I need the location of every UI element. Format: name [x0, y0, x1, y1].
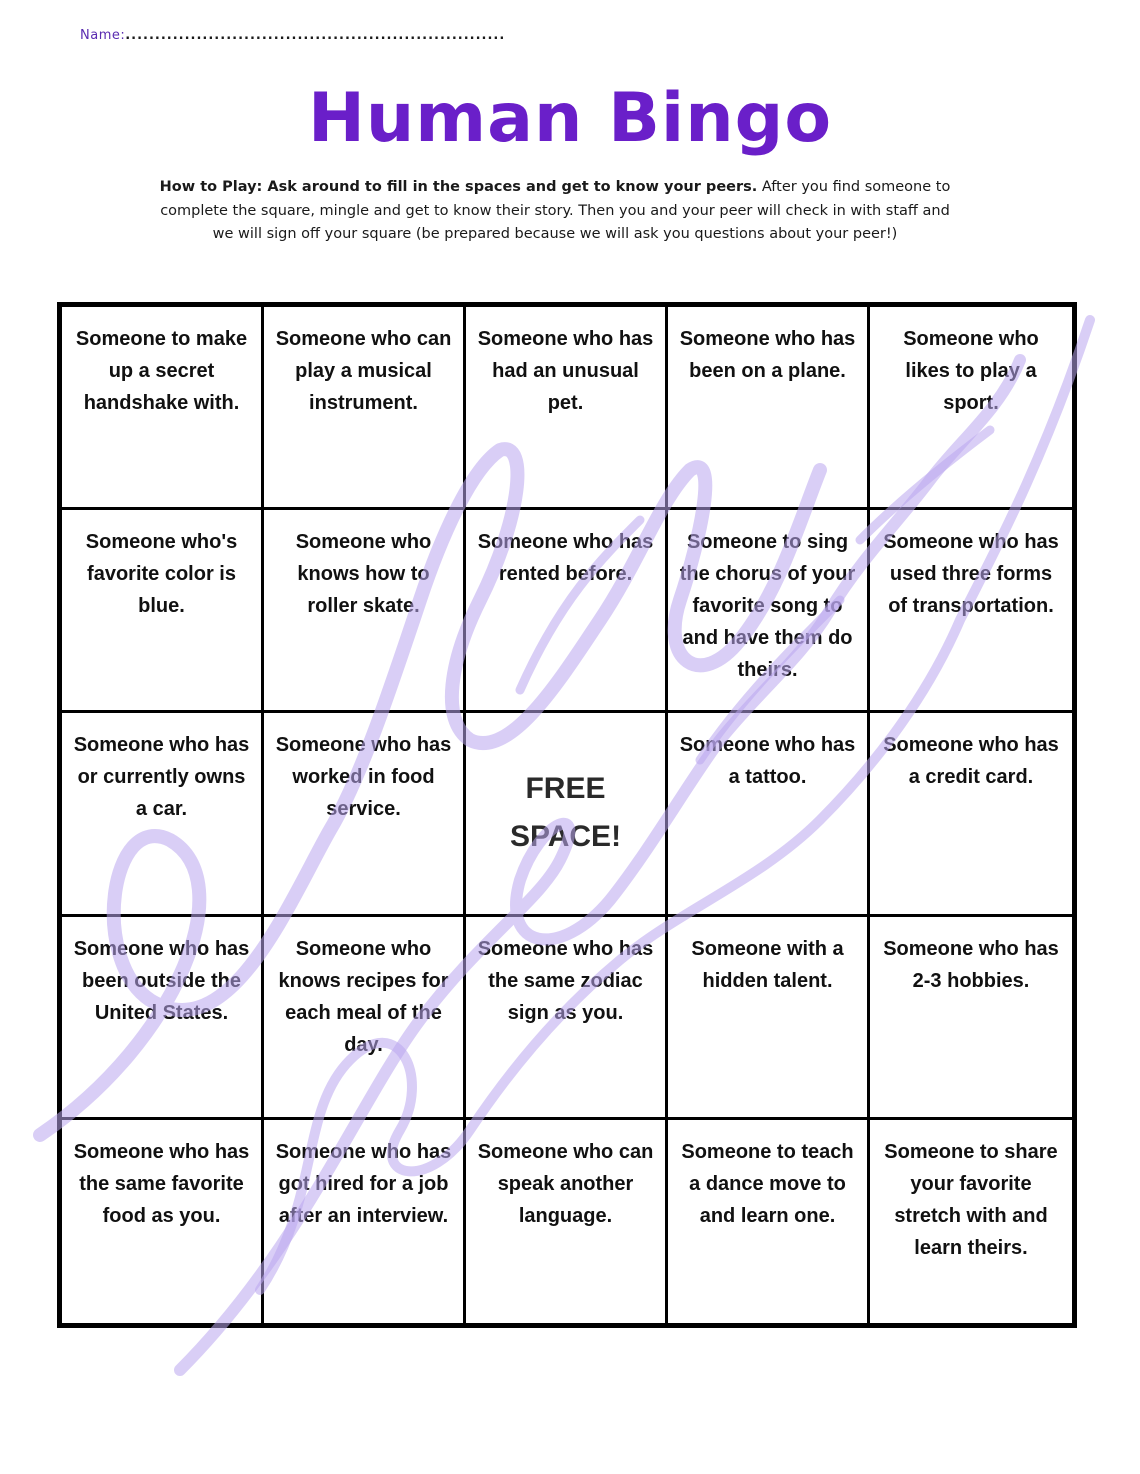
bingo-square[interactable]: Someone who has got hired for a job after an interview.	[264, 1120, 466, 1323]
how-to-play-instructions	[150, 176, 960, 247]
instructions-body: After you find someone to complete the square, mingle and get to know their story. Then you and your peer will check in with staff and we will sign off your square (be prepared because we will ask you questions about your peer!)	[160, 179, 951, 242]
bingo-square[interactable]: Someone who has the same favorite food as you.	[62, 1120, 264, 1323]
bingo-square[interactable]: Someone who has 2-3 hobbies.	[870, 917, 1072, 1120]
bingo-square[interactable]: Someone to sing the chorus of your favorite song to and have them do theirs.	[668, 510, 870, 713]
bingo-square[interactable]: Someone who has a credit card.	[870, 713, 1072, 916]
bingo-square[interactable]: Someone who likes to play a sport.	[870, 307, 1072, 510]
name-label: Name:	[80, 28, 126, 43]
bingo-square[interactable]: Someone who has been on a plane.	[668, 307, 870, 510]
bingo-square[interactable]: Someone to teach a dance move to and learn one.	[668, 1120, 870, 1323]
bingo-square[interactable]: Someone who's favorite color is blue.	[62, 510, 264, 713]
bingo-square[interactable]: Someone with a hidden talent.	[668, 917, 870, 1120]
bingo-square[interactable]: Someone to make up a secret handshake with.	[62, 307, 264, 510]
bingo-square[interactable]: Someone who has the same zodiac sign as you.	[466, 917, 668, 1120]
name-field[interactable]	[80, 28, 505, 43]
bingo-square[interactable]: Someone who knows how to roller skate.	[264, 510, 466, 713]
bingo-board	[57, 302, 1077, 1328]
bingo-square[interactable]: Someone who can speak another language.	[466, 1120, 668, 1323]
bingo-square[interactable]: Someone who has a tattoo.	[668, 713, 870, 916]
bingo-square[interactable]: Someone who can play a musical instrument.	[264, 307, 466, 510]
bingo-square[interactable]: Someone to share your favorite stretch with and learn theirs.	[884, 1140, 1058, 1259]
free-space-square[interactable]: FREE SPACE!	[466, 713, 668, 916]
bingo-square[interactable]: Someone who has worked in food service.	[264, 713, 466, 916]
bingo-square[interactable]: Someone who has used three forms of transportation.	[870, 510, 1072, 713]
name-blank-line[interactable]: ................................................................	[125, 28, 506, 43]
page-title: Human Bingo	[307, 79, 833, 158]
bingo-square[interactable]: Someone who has been outside the United States.	[62, 917, 264, 1120]
instructions-lead: How to Play: Ask around to fill in the spaces and get to know your peers.	[159, 179, 758, 195]
bingo-square[interactable]: Someone who has had an unusual pet.	[466, 307, 668, 510]
bingo-square[interactable]: Someone who has rented before.	[466, 510, 668, 713]
bingo-square[interactable]: Someone who has or currently owns a car.	[62, 713, 264, 916]
bingo-square[interactable]: Someone who knows recipes for each meal of the day.	[264, 917, 466, 1120]
